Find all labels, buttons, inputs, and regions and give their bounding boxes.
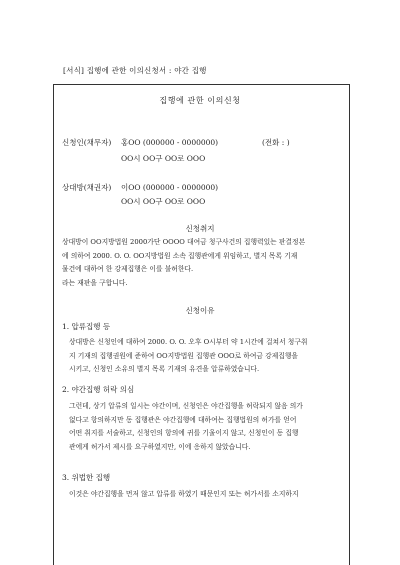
respondent-label: 상대방(채권자) [62,183,112,192]
reason-line: 시키고, 신청인 소유의 별지 목록 기재의 유견을 압류하였습니다. [69,365,260,373]
reason-line: 그런데, 상기 압류의 일시는 야간이며, 신청인은 야간집행을 허락되지 않음 의가 [69,402,303,410]
applicant-label: 신청인(채무자) [62,138,112,147]
reason-item-heading: 3. 위법한 집행 [62,473,111,482]
reason-line: 상대방은 신청인에 대하여 2000. O. O. 오후 O시부터 약 1시간에 걸쳐서 청구취 [69,338,308,346]
reason-item-heading: 2. 야간집행 허락 의심 [62,385,135,394]
purpose-closing: 라는 재판을 구합니다. [62,278,128,287]
reason-item-paragraph [69,336,344,377]
respondent-name-id: 이OO (000000 - 0000000) [121,183,219,192]
reason-line: 이것은 야간집행을 먼저 않고 압류를 하였기 때문인지 또는 허가서를 소지하지 [69,490,299,498]
reasons-heading: 신청이유 [185,306,215,315]
reason-item-heading: 1. 압류집행 등 [62,322,111,331]
purpose-line: 에 의하여 2000. O. O. OO지방법원 소속 집행관에게 위임하고, 별지 목록 기재 [62,251,298,260]
reason-line: 없다고 항의하지만 동 집행관은 야간집행에 대하여는 집행법원의 허가를 얻어 [69,415,297,424]
reason-item-paragraph [69,400,344,454]
purpose-paragraph [62,236,344,290]
purpose-line: 상대방이 OO지방법원 2000가단 OOOO 대여금 청구사건의 집행력있는 판결정본 [62,238,306,246]
document-title: 집행에 관한 이의신청 [159,96,241,105]
purpose-line: 물건에 대하여 한 강제집행은 이를 불허한다. [62,265,194,273]
reason-line: 지 기재의 집행권원에 준하여 OO지방법원 집행관 OOO로 하여금 강제집행을 [69,351,298,360]
applicant-name-id: 홍OO (000000 - 0000000) [121,138,219,147]
reason-line: 어떤 취지를 서술하고, 신청인의 항의에 귀를 기울이지 않고, 신청인이 동 집행 [69,429,299,437]
respondent-address: OO시 OO구 OO로 OOO [121,197,206,206]
document-header: [서식] 집행에 관한 이의신청서 : 야간 집행 [63,66,207,75]
applicant-phone: (전화 : ) [262,138,290,147]
reason-item-paragraph [69,488,344,502]
purpose-heading: 신청취지 [185,224,215,233]
reason-line: 관에게 허가서 제시를 요구하였지만, 이에 응하지 않았습니다. [69,442,251,451]
applicant-address: OO시 OO구 OO로 OOO [121,154,206,163]
